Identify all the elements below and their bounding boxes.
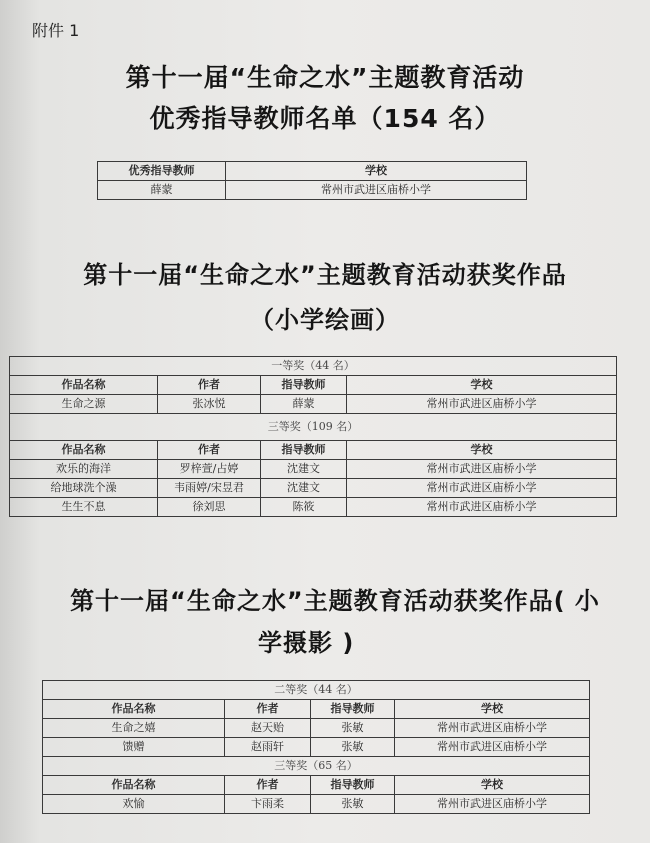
award-level-second: 二等奖（44 名） (43, 681, 590, 700)
header-author: 作者 (158, 441, 261, 460)
table-row (10, 498, 617, 517)
cell-teacher: 陈筱 (261, 498, 347, 517)
header-teacher: 指导教师 (261, 441, 347, 460)
cell-school: 常州市武进区庙桥小学 (395, 719, 590, 738)
cell-teacher: 薛蒙 (261, 395, 347, 414)
header-work: 作品名称 (43, 776, 225, 795)
painting-awards-table (9, 356, 617, 517)
painting-awards-title: 第十一届“生命之水”主题教育活动获奖作品 (83, 261, 567, 289)
cell-work: 馈赠 (43, 738, 225, 757)
award-section-row (43, 757, 590, 776)
cell-teacher: 沈建文 (261, 479, 347, 498)
header-school: 学校 (347, 441, 617, 460)
cell-author: 卞雨柔 (225, 795, 311, 814)
photography-awards-subtitle: 学摄影 ) (258, 629, 355, 657)
header-school: 学校 (395, 700, 590, 719)
cell-school: 常州市武进区庙桥小学 (395, 795, 590, 814)
cell-work: 欢乐的海洋 (10, 460, 158, 479)
teacher-table (97, 161, 527, 200)
cell-school: 常州市武进区庙桥小学 (347, 395, 617, 414)
table-row (10, 395, 617, 414)
photography-awards-table (42, 680, 590, 814)
award-section-row (10, 357, 617, 376)
table-row (43, 719, 590, 738)
teacher-list-title: 第十一届“生命之水”主题教育活动 (125, 63, 525, 92)
table-header-row (10, 376, 617, 395)
painting-awards-subtitle: （小学绘画） (250, 306, 400, 334)
cell-school: 常州市武进区庙桥小学 (226, 181, 527, 200)
cell-work: 给地球洗个澡 (10, 479, 158, 498)
award-section-row (43, 681, 590, 700)
cell-teacher: 张敏 (311, 738, 395, 757)
table-row (43, 795, 590, 814)
cell-author: 罗梓萱/占婷 (158, 460, 261, 479)
header-work: 作品名称 (43, 700, 225, 719)
table-header-row (43, 700, 590, 719)
table-header-row (43, 776, 590, 795)
cell-author: 张冰悦 (158, 395, 261, 414)
header-work: 作品名称 (10, 441, 158, 460)
cell-author: 徐刘思 (158, 498, 261, 517)
cell-author: 赵雨轩 (225, 738, 311, 757)
table-row (43, 738, 590, 757)
cell-teacher: 薛蒙 (98, 181, 226, 200)
cell-work: 生命之嬉 (43, 719, 225, 738)
header-school: 学校 (395, 776, 590, 795)
header-author: 作者 (225, 776, 311, 795)
cell-work: 欢愉 (43, 795, 225, 814)
teacher-list-subtitle: 优秀指导教师名单（154 名） (149, 104, 501, 133)
cell-teacher: 张敏 (311, 795, 395, 814)
header-author: 作者 (225, 700, 311, 719)
table-header-row (98, 162, 527, 181)
cell-teacher: 沈建文 (261, 460, 347, 479)
cell-teacher: 张敏 (311, 719, 395, 738)
cell-school: 常州市武进区庙桥小学 (347, 498, 617, 517)
header-teacher: 指导教师 (311, 776, 395, 795)
header-school: 学校 (347, 376, 617, 395)
header-teacher: 优秀指导教师 (98, 162, 226, 181)
cell-work: 生生不息 (10, 498, 158, 517)
cell-work: 生命之源 (10, 395, 158, 414)
header-teacher: 指导教师 (311, 700, 395, 719)
cell-school: 常州市武进区庙桥小学 (347, 479, 617, 498)
table-row (98, 181, 527, 200)
header-teacher: 指导教师 (261, 376, 347, 395)
table-row (10, 460, 617, 479)
photography-awards-title: 第十一届“生命之水”主题教育活动获奖作品( 小 (70, 587, 600, 615)
cell-school: 常州市武进区庙桥小学 (395, 738, 590, 757)
table-row (10, 479, 617, 498)
award-section-row (10, 414, 617, 441)
header-school: 学校 (226, 162, 527, 181)
header-author: 作者 (158, 376, 261, 395)
cell-author: 韦雨婷/宋昱君 (158, 479, 261, 498)
award-level-third: 三等奖（109 名） (10, 414, 617, 441)
annex-label: 附件 1 (32, 21, 80, 40)
award-level-first: 一等奖（44 名） (10, 357, 617, 376)
header-work: 作品名称 (10, 376, 158, 395)
table-header-row (10, 441, 617, 460)
award-level-third: 三等奖（65 名） (43, 757, 590, 776)
cell-school: 常州市武进区庙桥小学 (347, 460, 617, 479)
cell-author: 赵天贻 (225, 719, 311, 738)
